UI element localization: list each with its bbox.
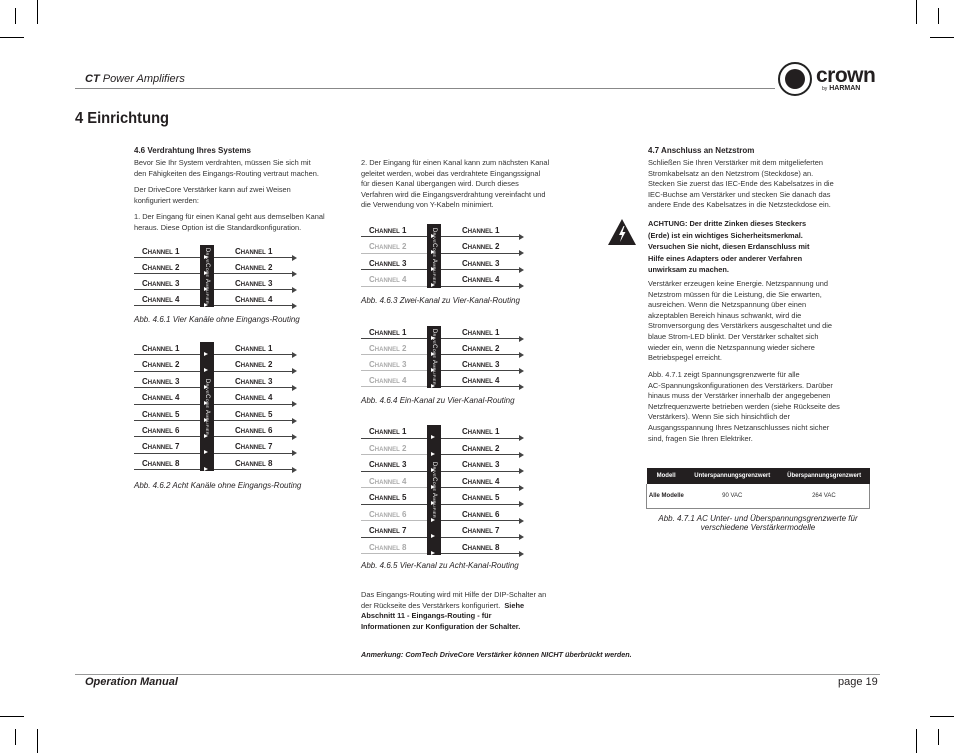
output-line: [214, 257, 292, 258]
output-line: [441, 504, 519, 505]
output-line: [214, 354, 292, 355]
output-channel-label: Channel 2: [235, 263, 273, 272]
signal-arrow-icon: [431, 384, 435, 388]
arrow-right-icon: [292, 368, 297, 374]
signal-arrow-icon: [204, 287, 208, 291]
output-channel-label: Channel 2: [462, 344, 500, 353]
arrow-right-icon: [292, 434, 297, 440]
output-channel-label: Channel 1: [462, 328, 500, 337]
input-line: [361, 471, 427, 472]
arrow-right-icon: [519, 352, 524, 358]
input-channel-label: Channel 2: [369, 242, 407, 252]
signal-arrow-icon: [431, 501, 435, 505]
arrow-right-icon: [519, 452, 524, 458]
table-header: Modell: [647, 468, 686, 484]
table-cell: 90 VAC: [686, 484, 779, 508]
routing-diagram-4-6-1: [134, 245, 299, 309]
arrow-right-icon: [519, 551, 524, 557]
routing-diagram-4-6-4: [361, 326, 526, 390]
arrow-right-icon: [292, 255, 297, 261]
table-row: [647, 484, 870, 508]
arrow-right-icon: [519, 267, 524, 273]
crop-mark: [938, 729, 939, 745]
input-line: [134, 436, 200, 437]
crop-mark: [930, 716, 954, 717]
input-channel-label: Channel 7: [369, 526, 407, 535]
arrow-right-icon: [519, 368, 524, 374]
input-line: [134, 354, 200, 355]
output-channel-label: Channel 7: [462, 526, 500, 535]
header-rule: [75, 88, 775, 89]
input-channel-label: Channel 4: [369, 376, 407, 385]
routing-diagram-4-6-2: [134, 342, 299, 473]
input-channel-label: Channel 5: [142, 409, 180, 419]
output-line: [441, 370, 519, 371]
input-line: [134, 469, 200, 470]
signal-arrow-icon: [431, 468, 435, 472]
signal-arrow-icon: [431, 485, 435, 489]
input-line: [361, 253, 427, 254]
output-channel-label: Channel 1: [462, 427, 500, 436]
input-line: [361, 487, 427, 488]
arrow-right-icon: [519, 234, 524, 240]
crop-mark: [37, 0, 38, 24]
input-line: [361, 438, 427, 439]
paragraph: Der DriveCore Verstärker kann auf zwei Weisen konfiguriert werden:: [134, 185, 291, 205]
input-channel-label: Channel 3: [369, 258, 407, 268]
arrow-right-icon: [519, 485, 524, 491]
signal-arrow-icon: [431, 336, 435, 340]
output-line: [214, 420, 292, 421]
output-line: [441, 269, 519, 270]
input-channel-label: Channel 1: [369, 427, 407, 436]
table-caption: Abb. 4.7.1 AC Unter- und Überspannungsgrenzwerte für verschiedene Verstärkermodelle: [658, 514, 858, 532]
bridge-note: Anmerkung: ComTech DriveCore Verstärker können NICHT überbrückt werden.: [361, 650, 632, 659]
input-line: [134, 404, 200, 405]
output-line: [441, 454, 519, 455]
output-channel-label: Channel 2: [462, 242, 500, 252]
output-channel-label: Channel 3: [235, 279, 273, 288]
footer-rule: [75, 674, 880, 675]
crop-mark: [15, 729, 16, 745]
crop-mark: [916, 0, 917, 24]
table-header-row: [647, 468, 870, 484]
table-header: Unterspannungsgrenzwert: [686, 468, 779, 484]
input-line: [134, 453, 200, 454]
series-title: CT Power Amplifiers: [85, 73, 185, 85]
signal-arrow-icon: [431, 452, 435, 456]
arrow-right-icon: [519, 501, 524, 507]
input-line: [134, 257, 200, 258]
figure-caption: Abb. 4.6.3 Zwei-Kanal zu Vier-Kanal-Routing: [361, 296, 520, 305]
figure-caption: Abb. 4.6.5 Vier-Kanal zu Acht-Kanal-Routing: [361, 561, 519, 570]
warning-text: ACHTUNG: Der dritte Zinken dieses Steckers (Erde) ist ein wichtiges Sicherheitsmerkmal. Versuchen Sie nicht, diesen Erdanschluss mit Hilfe eines Adapters oder anderer Verfahren unwirksam zu machen.: [648, 219, 810, 275]
output-channel-label: Channel 3: [462, 258, 500, 268]
crop-mark: [938, 8, 939, 24]
input-channel-label: Channel 6: [369, 509, 407, 519]
input-channel-label: Channel 8: [142, 458, 180, 468]
signal-arrow-icon: [204, 352, 208, 356]
input-channel-label: Channel 5: [369, 493, 407, 502]
output-line: [441, 487, 519, 488]
page-number: page 19: [838, 676, 878, 688]
crop-mark: [916, 729, 917, 753]
section-heading-47: 4.7 Anschluss an Netzstrom: [648, 146, 755, 155]
output-channel-label: Channel 3: [462, 460, 500, 469]
signal-arrow-icon: [431, 234, 435, 238]
input-channel-label: Channel 2: [369, 344, 407, 353]
output-channel-label: Channel 3: [462, 360, 500, 369]
input-line: [361, 504, 427, 505]
output-channel-label: Channel 3: [235, 376, 273, 386]
input-line: [361, 553, 427, 554]
amplifier-label: DriveCore Amplifier: [431, 328, 437, 386]
input-channel-label: Channel 6: [142, 426, 180, 435]
signal-arrow-icon: [204, 271, 208, 275]
figure-caption: Abb. 4.6.2 Acht Kanäle ohne Eingangs-Routing: [134, 481, 302, 490]
input-channel-label: Channel 1: [369, 226, 407, 235]
arrow-right-icon: [292, 418, 297, 424]
output-channel-label: Channel 1: [462, 226, 500, 235]
output-channel-label: Channel 2: [462, 443, 500, 453]
output-line: [441, 537, 519, 538]
crop-mark: [37, 729, 38, 753]
input-line: [361, 269, 427, 270]
routing-diagram-4-6-5: [361, 425, 526, 557]
input-line: [361, 537, 427, 538]
output-line: [441, 553, 519, 554]
crown-logo: crown by HARMAN: [778, 62, 888, 96]
input-line: [361, 520, 427, 521]
chapter-title: 4 Einrichtung: [75, 110, 170, 127]
warning-icon: [607, 218, 637, 246]
signal-arrow-icon: [204, 434, 208, 438]
input-channel-label: Channel 3: [142, 376, 180, 386]
output-line: [214, 436, 292, 437]
arrow-right-icon: [292, 450, 297, 456]
arrow-right-icon: [292, 287, 297, 293]
input-line: [361, 454, 427, 455]
signal-arrow-icon: [204, 401, 208, 405]
signal-arrow-icon: [204, 303, 208, 307]
signal-arrow-icon: [431, 534, 435, 538]
paragraph: 1. Der Eingang für einen Kanal geht aus demselben Kanal heraus. Diese Option ist die Standardkonfiguration.: [134, 212, 325, 232]
input-line: [361, 338, 427, 339]
signal-arrow-icon: [204, 450, 208, 454]
crop-mark: [0, 37, 24, 38]
arrow-right-icon: [292, 271, 297, 277]
output-channel-label: Channel 6: [235, 426, 273, 435]
arrow-right-icon: [292, 303, 297, 309]
crown-emblem-icon: [778, 62, 812, 96]
signal-arrow-icon: [431, 551, 435, 555]
input-channel-label: Channel 8: [369, 542, 407, 552]
section-heading-46: 4.6 Verdrahtung Ihres Systems: [134, 146, 251, 155]
arrow-right-icon: [519, 336, 524, 342]
input-line: [134, 289, 200, 290]
signal-arrow-icon: [431, 368, 435, 372]
manual-title: Operation Manual: [85, 676, 178, 688]
input-channel-label: Channel 2: [142, 360, 180, 370]
output-channel-label: Channel 8: [235, 458, 273, 468]
output-channel-label: Channel 4: [462, 275, 500, 285]
input-channel-label: Channel 2: [142, 263, 180, 272]
input-channel-label: Channel 1: [142, 247, 180, 256]
input-channel-label: Channel 3: [369, 460, 407, 469]
output-channel-label: Channel 6: [462, 509, 500, 519]
amplifier-label: DriveCore Amplifier: [204, 378, 210, 435]
arrow-right-icon: [519, 534, 524, 540]
output-channel-label: Channel 5: [235, 409, 273, 419]
paragraph: Abb. 4.7.1 zeigt Spannungsgrenzwerte für alle AC-Spannungskonfigurationen des Verstärkers. Darüber hinaus muss der Verstärker innerhalb der angegebenen Netzfrequenzwerte betrieben werden (siehe Rückseite des Verstärkers). Wenn Sie sich hinsichtlich der Ausgangsspannung Ihres Netzanschlusses nicht sicher sind, fragen Sie Ihren Elektriker.: [648, 370, 840, 443]
input-line: [134, 305, 200, 306]
input-channel-label: Channel 3: [142, 279, 180, 288]
paragraph: Das Eingangs-Routing wird mit Hilfe der DIP-Schalter an der Rückseite des Verstärkers konfiguriert. Siehe Abschnitt 11 - Eingangs-Routing - für Informationen zur Konfiguration der Schalter.: [361, 590, 547, 631]
output-channel-label: Channel 4: [462, 476, 500, 486]
signal-arrow-icon: [204, 467, 208, 471]
arrow-right-icon: [519, 518, 524, 524]
crop-mark: [930, 37, 954, 38]
output-channel-label: Channel 4: [235, 393, 273, 403]
output-line: [441, 471, 519, 472]
output-channel-label: Channel 1: [235, 344, 273, 353]
crop-mark: [0, 716, 24, 717]
output-line: [214, 387, 292, 388]
table-cell: 264 VAC: [779, 484, 870, 508]
arrow-right-icon: [292, 467, 297, 473]
output-channel-label: Channel 5: [462, 493, 500, 502]
figure-caption: Abb. 4.6.4 Ein-Kanal zu Vier-Kanal-Routing: [361, 396, 515, 405]
arrow-right-icon: [519, 468, 524, 474]
output-channel-label: Channel 1: [235, 247, 273, 256]
crop-mark: [15, 8, 16, 24]
paragraph: Bevor Sie Ihr System verdrahten, müssen Sie sich mit den Fähigkeiten des Eingangs-Routing vertraut machen.: [134, 158, 319, 178]
output-line: [214, 371, 292, 372]
input-channel-label: Channel 3: [369, 360, 407, 369]
input-line: [134, 387, 200, 388]
input-line: [361, 354, 427, 355]
output-line: [441, 354, 519, 355]
output-line: [214, 469, 292, 470]
output-line: [441, 253, 519, 254]
signal-arrow-icon: [431, 352, 435, 356]
output-line: [441, 386, 519, 387]
input-channel-label: Channel 2: [369, 443, 407, 453]
input-channel-label: Channel 4: [369, 275, 407, 285]
signal-arrow-icon: [204, 255, 208, 259]
signal-arrow-icon: [431, 435, 435, 439]
output-line: [441, 286, 519, 287]
input-channel-label: Channel 1: [142, 344, 180, 353]
arrow-right-icon: [292, 352, 297, 358]
input-channel-label: Channel 4: [142, 295, 180, 304]
arrow-right-icon: [519, 384, 524, 390]
output-channel-label: Channel 4: [462, 376, 500, 385]
output-channel-label: Channel 2: [235, 360, 273, 370]
signal-arrow-icon: [204, 418, 208, 422]
input-line: [134, 371, 200, 372]
arrow-right-icon: [519, 283, 524, 289]
table-cell: Alle Modelle: [647, 484, 686, 508]
output-line: [214, 273, 292, 274]
table-header: Überspannungsgrenzwert: [779, 468, 870, 484]
paragraph: 2. Der Eingang für einen Kanal kann zum nächsten Kanal geleitet werden, wobei das verdrahtete Eingangssignal für diesen Kanal übergangen wird. Durch dieses Verfahren wird die Eingangsverdrahtung vereinfacht und die Verwendung von Y-Kabeln minimiert.: [361, 158, 550, 210]
paragraph: Verstärker erzeugen keine Energie. Netzspannung und Netzstrom müssen für die Leistung, die Sie erwarten, ausreichen. Wenn die Netzspannung über einen akzeptablen Bereich hinaus schwankt, wird die Stromversorgung des Verstärkers ausgeschaltet und die blaue Strom-LED blinkt. Der Verstärker schaltet sich wieder ein, wenn die Netzspannung wieder sichere Betriebspegel erreicht.: [648, 279, 833, 363]
amplifier-label: DriveCore Amplifier: [431, 461, 437, 519]
input-channel-label: Channel 4: [369, 476, 407, 486]
input-line: [134, 420, 200, 421]
output-line: [441, 520, 519, 521]
signal-arrow-icon: [431, 250, 435, 254]
arrow-right-icon: [292, 401, 297, 407]
paragraph: Schließen Sie Ihren Verstärker mit dem mitgelieferten Stromkabelsatz an den Netzstrom (Steckdose) an. Stecken Sie zuerst das IEC-Ende des Kabelsatzes in die IEC-Buchse am Verstärker und stecken Sie danach das andere Ende des Kabelsatzes in die Netzsteckdose ein.: [648, 158, 834, 210]
input-line: [134, 273, 200, 274]
signal-arrow-icon: [204, 368, 208, 372]
input-line: [361, 386, 427, 387]
input-channel-label: Channel 1: [369, 328, 407, 337]
arrow-right-icon: [292, 385, 297, 391]
output-channel-label: Channel 7: [235, 442, 273, 452]
output-line: [441, 438, 519, 439]
output-line: [214, 305, 292, 306]
signal-arrow-icon: [431, 283, 435, 287]
signal-arrow-icon: [431, 267, 435, 271]
arrow-right-icon: [519, 250, 524, 256]
input-channel-label: Channel 4: [142, 393, 180, 403]
output-line: [441, 338, 519, 339]
signal-arrow-icon: [204, 385, 208, 389]
amplifier-label: DriveCore Amplifier: [204, 247, 210, 305]
arrow-right-icon: [519, 435, 524, 441]
output-line: [441, 236, 519, 237]
output-line: [214, 404, 292, 405]
figure-caption: Abb. 4.6.1 Vier Kanäle ohne Eingangs-Routing: [134, 315, 300, 324]
input-line: [361, 286, 427, 287]
output-line: [214, 453, 292, 454]
input-channel-label: Channel 7: [142, 442, 180, 452]
voltage-limits-table: [646, 468, 870, 509]
output-channel-label: Channel 8: [462, 542, 500, 552]
input-line: [361, 236, 427, 237]
output-channel-label: Channel 4: [235, 295, 273, 304]
output-line: [214, 289, 292, 290]
input-line: [361, 370, 427, 371]
signal-arrow-icon: [431, 518, 435, 522]
routing-diagram-4-6-3: [361, 224, 526, 290]
amplifier-label: DriveCore Amplifier: [431, 227, 437, 284]
